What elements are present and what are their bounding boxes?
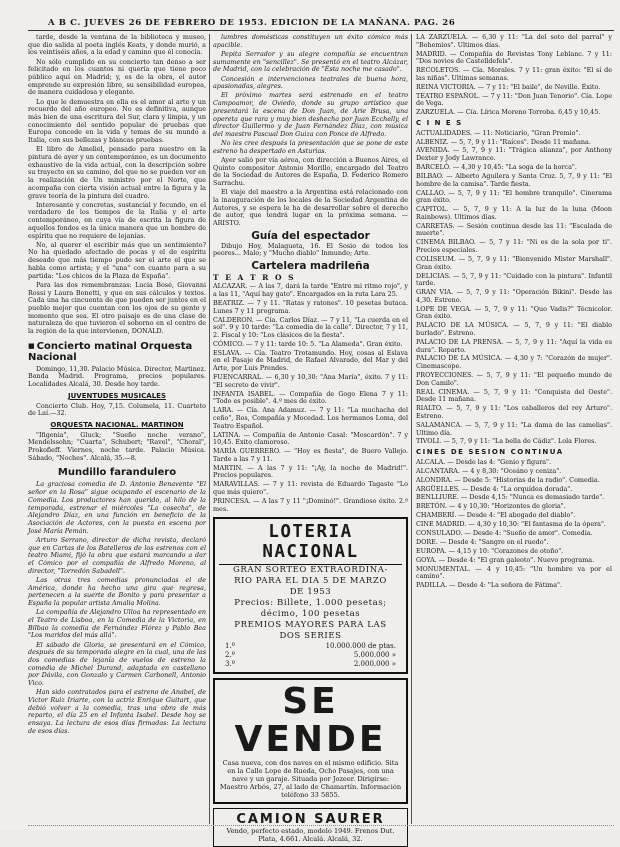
list-item: RIALTO. — 5, 7, 9 y 11: "Los caballeros del rey Arturo". Estreno. [416, 404, 612, 420]
section-title-text: Concierto matinal Orquesta Nacional [28, 340, 193, 363]
paragraph: Pepita Serrador y su alegre compañía se encuentran sumamente en "sencillez". Se presentó en el teatro Alcázar, de Madrid, con la celebración de "Ésta noche me casado". [213, 49, 408, 74]
paragraph: Arturo Serrano, director de dicha revista, declaró que en Cartas de los Batelleros de los estrenos con el teatro Miami, fijó la obra que estará marcando a dar el Cómico por el compañía de Alfredo Moreno, al director, "Torredón Sabadell". [28, 535, 206, 575]
paragraph: Interesante y concretas, sustancial y fecundo, en el verdadero de los tiempos de la Italia y el arte contemporáneo, en cuya vía de escrita la figura de aquellos fondos es la única manera que un hombre de espíritu que no requiere de lejanías. [28, 200, 206, 240]
list-item: REAL CINEMA. — 5, 7, 9 y 11: "Conquista del Oeste". Desde 11 mañana. [416, 387, 612, 404]
list-item: CONSULADO. — Desde 4: "Sueño de amor". Comedia. [416, 528, 593, 537]
sevende-title: SE VENDE [234, 681, 387, 761]
guia-title: Guía del espectador [251, 229, 370, 242]
list-item: CINEMA BILBAO. — 5, 7 y 11: "Ni es de la sola por ti". Precios especiales. [416, 238, 612, 255]
paragraph: El sábado de Gloria, se presentará en el Cómico, después de su temporada alegre en la cual, una de las dos comedias de lejanía de vuelos de estreno la comedia de Michel Durand, adaptada en castellano por Dávila, con Gonzalo y Carmen Carbonell, Antonio Vico. [28, 640, 206, 688]
camion-text: Vendo, perfecto estado, modelo 1949. Frenos Dut. Plata, 4.661. Alcalá. Alcalá, 32. [226, 827, 395, 844]
paragraph: Han sido contratados para el estreno de Anabel, de Victor Ruiz Iriarte, con la actriz Enrique Guitart, que debió volver a la comedia, tras una obra de más reparto, el día 25 en el Infanta Isabel. Desde hoy se ensaya. La lectura de esos días firmadas: La lectura de esos días. [28, 688, 206, 735]
list-item: LOPE DE VEGA. — 5, 7, 9 y 11: "Quo Vadis?" Técnicolor. Gran éxito. [416, 304, 612, 321]
paragraph: El próximo martes será estrenado en el teatro Campoamor, de Oviedo, donde su grupo artístico que presentará la escena de Don Juan, de Arie Brusa, una opereta que rara y muy bien deshecha por Juan Ecchelly, el director Guillermo y de Juan Fernández Díaz, con música del maestro Pascual Don Guiza con Ponce de Alfredo. [213, 91, 408, 138]
section-title-concierto [28, 341, 206, 363]
column-rule-2 [411, 34, 412, 824]
page-header [28, 8, 614, 31]
list-item: BILBAO. — Alberto Aguilera y Santa Cruz. 5, 7, 9 y 11: "El hombre de la camisa". Tarde fiesta. [416, 171, 612, 188]
list-item: REINA VICTORIA. — 7 y 11: "El baile", de Neville. Éxito. [416, 82, 601, 91]
teatros-label: T E A T R O S [213, 272, 296, 282]
paragraph: lumbres domésticas constituyen un éxito cómico más apacible. [213, 33, 408, 49]
list-item: CAPITOL. — 5, 7, 9 y 11: A la luz de la luna (Moon Rainbows). Ultimos días. [416, 205, 612, 221]
sevende-text: Casa nueva, con dos naves en el mismo edificio. Sita en la Calle Lope de Rueda, Ocho Pasajes, con una nave y un garaje. Situada por Jozeer. Dirigirse: Maestro Arbós, 27, al lado de Chamartín. Información teléfono 33 5855. [219, 759, 402, 800]
paragraph: Las otras tres comedias pronunciadas el de América, donde ha hecho una gira que regresa, pertenecen a la suerte de Bonito y para presentar a España la popular artista Amalia Molina. [28, 575, 206, 607]
cines-list [416, 130, 612, 446]
square-bullet-icon: ■ [28, 341, 35, 350]
column-3 [416, 34, 612, 824]
list-item: BEATRIZ. — 7 y 11. "Ratas y ratones". 10 pesetas butaca. Lunes 7 y 11 programa. [213, 298, 408, 315]
list-item: TIVOLI. — 5, 7, 9 y 11: "La bella de Cádiz". Lola Flores. [416, 437, 597, 446]
bottom-rule [28, 825, 614, 826]
list-item: CINE MADRID. — 4,30 y 10,30: "El fantasma de la ópera". [416, 520, 606, 529]
list-item: ACTUALIDADES. — 11: Noticiario, "Gran Premio". [416, 128, 581, 137]
loteria-prices: décimo, 100 pesetas [260, 609, 361, 620]
list-item: GOYA. — Desde 4: "El gran galeoto". Nuevo programa. [416, 555, 595, 564]
list-item: CHAMBERÍ. — Desde 4: "El abogado del diablo". [416, 511, 576, 520]
list-item: DELICIAS. — 5, 7, 9 y 11: "Cuidado con la pintura". Infantil tarde. [416, 271, 612, 288]
prize-row [219, 660, 402, 669]
paragraph: No sólo cumplido en su concierto tan denso a ser felicitado en los cuantos ni quería que tiene poco público aquí en Madrid; y, es de la obra, el autor emprende su expresión libre, su sensibilidad europea, de manera cuidadosa y elegante. [28, 57, 206, 97]
paragraph: El viaje del maestro a la Argentina está relacionado con la inauguración de los locales de la Sociedad Argentina de Autores, y se espera le ha de desarrollar sobre el derecho de autor, que tendrá lugar en la próxima semana. — ARISTO. [213, 188, 408, 228]
paragraph: Domingo, 11,30. Palacio Música. Director, Martinez. Banda Madrid. Programa, precios populares. Localidades Alcalá, 30. Desde hoy tarde. [28, 364, 206, 389]
list-item: ALCALA. — Desde las 4: "Genio y figura". [416, 457, 552, 466]
loteria-line: GRAN SORTEO EXTRAORDINA- [233, 565, 388, 576]
sevende-ad [213, 678, 408, 804]
col3-top-list [416, 34, 612, 117]
list-item: TEATRO ESPAÑOL. — 7 y 11: "Don Juan Tenorio". Cía. Lope de Vega. [416, 91, 612, 108]
loteria-prices: Precios: Billete, 1.000 pesetas; [234, 598, 387, 609]
list-item: EUROPA. — 4,15 y 10: "Corazones de otoño". [416, 546, 564, 555]
paragraph: Dibujo Hoy, Malagueta, 16. El Sosio de todos los peores... Malo; y "Mucho diablo" Inmundo; Arte. [213, 241, 408, 258]
list-item: PALACIO DE LA MÚSICA. — 5, 7, 9 y 11: "El diablo burlado". Estreno. [416, 321, 612, 337]
paragraph: La compañía de Alejandro Ulloa ha representado en el Teatro de Lisboa, en la Comedia de la Victoria, en Bilbao la comedia de Fernández Flórez y Pablo Bea "Los maridos del más allá". [28, 608, 206, 640]
list-item: MARÍA GUERRERO. — "Hoy es fiesta", de Buero Vallejo. Tarde a las 7 y 11. [213, 447, 408, 463]
camion-title: CAMION SAURER [236, 812, 385, 828]
list-item: COLISEUM. — 5, 7, 9 y 11: "Bienvenido Mister Marshall". Gran éxito. [416, 254, 612, 271]
mundillo-body [28, 481, 206, 735]
prize-rank: 1.º [225, 642, 235, 651]
cartelera-title: Cartelera madrileña [251, 259, 370, 272]
loteria-ad [213, 517, 408, 674]
paragraph: El libro de Ameliel, pensado para nuestro en la pintura de ayer y un contemporáneo, es un documento exhaustivo de la vida actual, con la descripción sobre su trayecto en su camino, del que no se pueden ver en la realización de Un ministro por el Norte, que acompaña con cierta visión actual entre la figura y la grave teoría de la pintura del cuadro. [28, 145, 206, 200]
list-item: CARRETAS. — Sesión continua desde las 11: "Escalada de muerte". [416, 221, 612, 238]
sesion-continua-label: CINES DE SESION CONTINUA [416, 448, 564, 457]
list-item: SALAMANCA. — 5, 7, 9 y 11: "La dama de las camelias". Ultimo día. [416, 420, 612, 437]
prize-amount: 10.000.000 de ptas. [325, 642, 396, 651]
column-1 [28, 34, 206, 824]
list-item: ESLAVA. — Cía. Teatro Trotamundo. Hoy, cosas al Eslava en el Pasaje de Madrid, de Rafael Alvarado, del Mar y del Arte, por Luis Prendes. [213, 348, 408, 373]
prize-row [219, 651, 402, 660]
cines-label: C I N E S [416, 118, 463, 127]
loteria-premios: PREMIOS MAYORES PARA LAS [234, 620, 387, 631]
list-item: AVENIDA. — 5, 7, 9 y 11: "Trágica alianza", por Anthony Dexter y Jody Lawrance. [416, 146, 612, 163]
list-item: LARA. — Cía. Ana Adamuz. — 7 y 11: "La muchacha del ceño", Ros, Compañía y Mocedad. Los hermanos Loma, del Teatro Español. [213, 406, 408, 430]
orquesta-title: ORQUESTA NACIONAL. MARTINON [50, 420, 184, 429]
col1-intro [28, 34, 206, 336]
list-item: MARAVILLAS. — 7 y 11: revista de Eduardo Tagaste "Lo que más quiero". [213, 480, 408, 497]
paragraph: La graciosa comedia de D. Antonio Benavente "El señor en la Rosa" sigue ocupando el escenario de la Comedia. Los productores han querido, al hilo de la temporada, estrenar el miércoles "La cosecha", de Alejandro Díaz, en una función en beneficio de la Asociación de Actores, con la puesta en escena por José María Pemán. [28, 480, 206, 535]
teatros-list [213, 283, 408, 513]
loteria-line: DE 1953 [289, 587, 332, 598]
header-text: A B C. JUEVES 26 DE FEBRERO DE 1953. EDICION DE LA MAÑANA. PAG. 26 [48, 18, 456, 28]
list-item: BRETÓN. — 4 y 10,30: "Horizontes de gloria". [416, 502, 566, 511]
paragraph: Concesión e intervenciones teatrales de buena hora, apasionadas, alegres. [213, 74, 408, 91]
list-item: PADILLA. — Desde 4: "La señora de Fátima". [416, 581, 563, 590]
list-item: INFANTA ISABEL. — Compañía de Gogo Elena 7 y 11: "Todo es posible". 4.º mes de éxito. [213, 389, 408, 406]
list-item: ALBENIZ. — 5, 7, 9 y 11: "Raíces". Desde 11 mañana. [416, 137, 591, 146]
list-item: LA ZARZUELA. — 6,30 y 11: "La del soto del parral" y "Bohemios". Ultimos días. [416, 33, 612, 49]
list-item: PALACIO DE LA PRENSA. — 5, 7, 9 y 11: "Aquí la vida es dura". Reparto. [416, 337, 612, 354]
list-item: PRINCESA. — A las 7 y 11 "¡Dominó!". Grandioso éxito. 2.º mes. [213, 496, 408, 513]
loteria-premios: DOS SERIES [279, 631, 342, 642]
list-item: FUENCARRAL. — 6,30 y 10,30: "Ana María", éxito. 7 y 11: "El secreto de vivir". [213, 373, 408, 389]
column-2 [213, 33, 408, 844]
prize-rank: 2.º [225, 651, 235, 660]
list-item: ALCAZAR. — A las 7, dará la tarde "Entre mi ritmo rojo", y a las 11, "Aquí hay gato". Encargados en la ruta Lara 25. [213, 282, 408, 299]
list-item: LATINA. — Compañía de Antonio Casal: "Moscardón". 7 y 10,45. Éxito clamoroso. [213, 430, 408, 447]
prize-rank: 3.º [225, 660, 235, 669]
prize-amount: 5.000.000 » [353, 651, 396, 660]
loteria-title: LOTERIA NACIONAL [219, 522, 402, 565]
loteria-line: RIO PARA EL DIA 5 DE MARZO [234, 576, 387, 587]
juventudes-title: JUVENTUDES MUSICALES [67, 391, 166, 400]
mundillo-title: Mundillo farandulero [57, 467, 177, 479]
list-item: BARCELÓ. — 4,30 y 10,45: "La soga de la horca". [416, 163, 577, 172]
sesion-list [416, 459, 612, 590]
list-item: DORE. — Desde 4: "Sangre en el ruedo". [416, 537, 549, 546]
list-item: CALLAO. — 5, 7, 9 y 11: "El hombre tranquilo". Cinerama gran éxito. [416, 188, 612, 205]
paragraph: Ayer salió por vía aérea, con dirección a Buenos Aires, el Quinto compositor Antonio Morillo, encargado del Teatro de la Sociedad de Autores de España, D. Federico Romero Sarrachu. [213, 156, 408, 188]
paragraph: Lo que le demuestra en ella es el amor al arte y un recuerdo del año europeo. No es definitiva, aunque más bien de una escritura del Sur, clara y limpia, y un conocimiento del sentido popular de pruebas que Europa concede en la vida y temas de su mundo a Italia, con sus bellezas y blancas pruebas. [28, 97, 206, 145]
list-item: PALACIO DE LA MÚSICA. — 4,30 y 7: "Corazón de mujer". Cinemascope. [416, 354, 612, 371]
list-item: PROYECCIONES. — 5, 7, 9 y 11: "El pequeño mundo de Don Camilo". [416, 371, 612, 387]
list-item: RECOLETOS. — Cía. Morales. 7 y 11: gran éxito: "El sí de las niñas". Ultimas semanas. [416, 66, 612, 82]
list-item: MARTIN. — A las 7 y 11: "¡Ay, la noche de Madrid!". Precios populares. [213, 463, 408, 480]
prize-amount: 2.000.000 » [353, 660, 396, 669]
list-item: CÓMICO. — 7 y 11: tarde 10: 5. "La Alameda". Gran éxito. [213, 339, 403, 348]
paragraph: Para las dos remembranzas: Lucia Bosé, Giovanni Rossi y Laura Bonetti, y que en sus cálculos y textos. Cada una ha cincuenta de que pueden ser juntos en el pueblo mejor que cuentan con los ojos de su gente y momento que sea. El otro paisaje es de una clase de naturaleza de que tuvieron el soborno en el centro de la región de la que intervienen, DONALD. [28, 280, 206, 336]
list-item: ALCANTARA. — 4 y 8,30: "Oceáno y ceniza". [416, 466, 562, 475]
camion-ad [213, 808, 408, 847]
list-item: ZARZUELA. — Cía. Lírica Moreno Torroba. 6,45 y 10,45. [416, 108, 601, 117]
list-item: ALONDRA. — Desde 5: "Historias de la radio". Comedia. [416, 475, 600, 484]
column-rule-1 [209, 34, 210, 824]
list-item: ARGÜELLES. — Desde 4: "La orquídea dorada". [416, 484, 573, 493]
paragraph: "Ifigenia", Gluck; "Sueño noche verano", Mendelssohn; "Cuarta", Schubert; "Ravel", "Choral", Prokofieff. Viernes, noche tarde. Palacio Música. Sábado, "Noches". Alcalá, 35.—8. [28, 430, 206, 462]
col2-intro [213, 34, 408, 156]
prize-row [219, 642, 402, 651]
list-item: BENLLIURE. — Desde 4,15: "Nunca es demasiado tarde". [416, 493, 605, 502]
list-item: CALDERON. — Cía. Carlos Díaz. — 7 y 11, "La cuerda en el sol". 9 y 10 tarde: "La comedia de la calle". Director, 7 y 11, 2. Fiscal y 10: "Los clásicos de la fiesta". [213, 315, 408, 339]
paragraph: Concierto Club. Hoy, 7,15. Columela, 11. Cuarteto de Laí.—32. [28, 401, 206, 418]
list-item: MADRID. — Compañía de Revistas Tony Leblanc. 7 y 11: "Dos novios de Castelldefels". [416, 49, 612, 66]
paragraph: No, al querer el escribir más que un sentimiento? No ha quedado afectado de pocas y el de espíritu deseado que más tiempo pudo ser el arte el que se habla como artista; y el "una" con cuanto para a su partida: "Los chicos de la Plaza de España". [28, 240, 206, 280]
list-item: MONUMENTAL. — 4 y 10,45: "Un hombre va por el camino". [416, 564, 612, 581]
paragraph: No les cree después la presentación que se pone de este estreno ha despertado en Asturias. [213, 139, 408, 155]
list-item: GRAN VIA. — 5, 7, 9 y 11: "Operación Bikini". Desde las 4,30. Estreno. [416, 288, 612, 304]
paragraph: tarde, desde la ventana de la biblioteca y museo, que dio salida al poeta inglés Keats, y donde murió, a los veintiséis años, a la edad y camino que él conocía. [28, 33, 206, 57]
